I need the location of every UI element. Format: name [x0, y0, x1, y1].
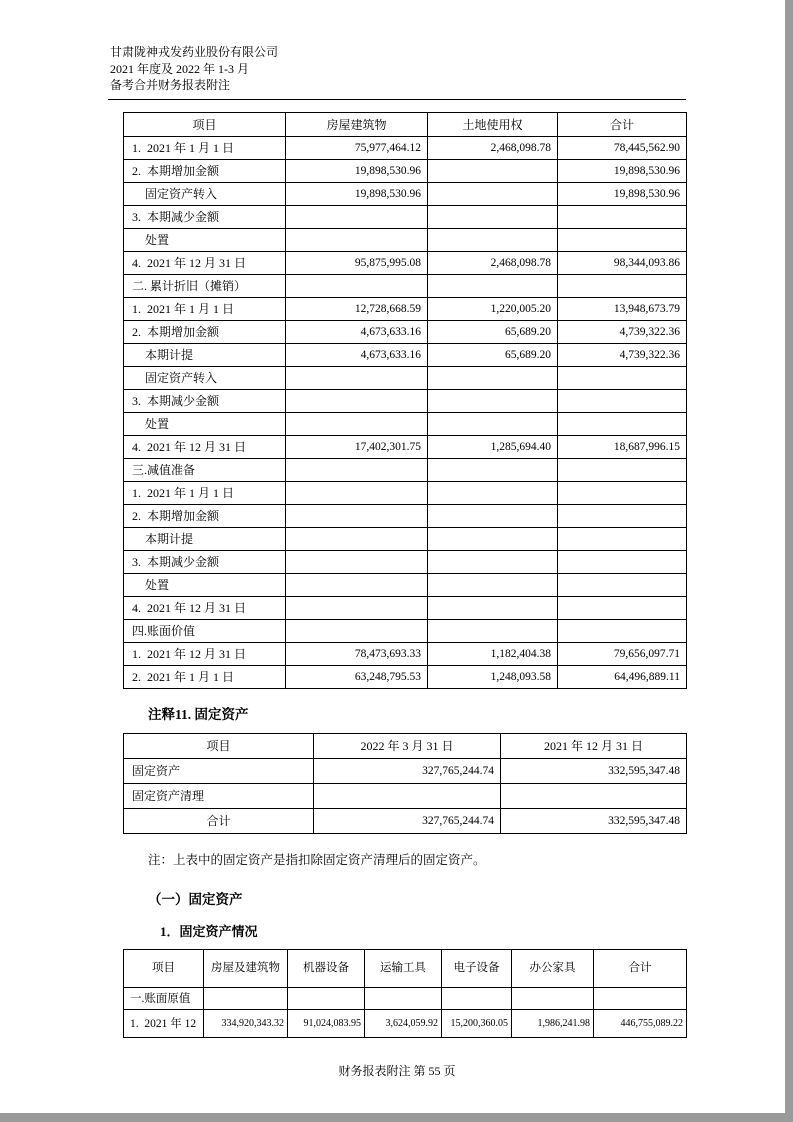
cell-value — [501, 783, 687, 808]
cell-value: 17,402,301.75 — [286, 435, 428, 458]
cell-value — [365, 987, 442, 1009]
cell-value — [286, 274, 428, 297]
cell-value: 19,898,530.96 — [558, 182, 687, 205]
cell-value — [428, 159, 558, 182]
cell-value — [428, 481, 558, 504]
cell-value — [428, 527, 558, 550]
row-label: 一.账面原值 — [124, 987, 204, 1009]
row-label: 二. 累计折旧（摊销） — [124, 274, 286, 297]
row-label: 四.账面价值 — [124, 619, 286, 642]
table-row — [124, 1009, 687, 1037]
cell-value: 64,496,889.11 — [558, 665, 687, 688]
cell-value: 12,728,668.59 — [286, 297, 428, 320]
cell-value: 98,344,093.86 — [558, 251, 687, 274]
row-label: 固定资产转入 — [124, 366, 286, 389]
cell-value: 446,755,089.22 — [594, 1009, 687, 1037]
cell-value: 2,468,098.78 — [428, 136, 558, 159]
cell-value — [428, 389, 558, 412]
cell-value: 332,595,347.48 — [501, 758, 687, 783]
cell-value — [286, 481, 428, 504]
table-header-row — [124, 733, 687, 758]
cell-value — [442, 987, 512, 1009]
table-header-row — [124, 112, 687, 136]
cell-value — [558, 619, 687, 642]
cell-value: 63,248,795.53 — [286, 665, 428, 688]
cell-value: 19,898,530.96 — [558, 159, 687, 182]
cell-value: 334,920,343.32 — [204, 1009, 288, 1037]
cell-value — [428, 596, 558, 619]
section-heading: （一）固定资产 — [148, 891, 243, 907]
column-header: 2022 年 3 月 31 日 — [314, 733, 501, 758]
cell-value — [428, 550, 558, 573]
cell-value — [428, 182, 558, 205]
table-row — [124, 136, 687, 159]
cell-value — [558, 412, 687, 435]
cell-value — [558, 274, 687, 297]
cell-value — [314, 783, 501, 808]
cell-value: 4,739,322.36 — [558, 320, 687, 343]
column-header: 电子设备 — [442, 949, 512, 987]
cell-value — [286, 228, 428, 251]
table-header-row — [124, 949, 687, 987]
cell-value — [286, 573, 428, 596]
table-row — [124, 808, 687, 833]
table-row — [124, 458, 687, 481]
table-row — [124, 987, 687, 1009]
row-label: 2. 本期增加金额 — [124, 159, 286, 182]
table-row — [124, 481, 687, 504]
cell-value: 4,673,633.16 — [286, 343, 428, 366]
row-label: 三.减值准备 — [124, 458, 286, 481]
cell-value — [558, 550, 687, 573]
cell-value: 19,898,530.96 — [286, 182, 428, 205]
cell-value — [512, 987, 594, 1009]
cell-value — [286, 389, 428, 412]
table-row — [124, 619, 687, 642]
cell-value: 332,595,347.48 — [501, 808, 687, 833]
row-label: 3. 本期减少金额 — [124, 205, 286, 228]
cell-value — [286, 619, 428, 642]
cell-value — [558, 389, 687, 412]
header-divider — [108, 99, 686, 100]
table-row — [124, 366, 687, 389]
row-label: 固定资产清理 — [124, 783, 314, 808]
table-row — [124, 596, 687, 619]
row-label: 4. 2021 年 12 月 31 日 — [124, 596, 286, 619]
cell-value — [428, 228, 558, 251]
cell-value — [558, 504, 687, 527]
cell-value: 13,948,673.79 — [558, 297, 687, 320]
row-label: 固定资产 — [124, 758, 314, 783]
column-header: 土地使用权 — [428, 112, 558, 136]
column-header: 合计 — [594, 949, 687, 987]
cell-value: 18,687,996.15 — [558, 435, 687, 458]
cell-value: 19,898,530.96 — [286, 159, 428, 182]
cell-value — [288, 987, 365, 1009]
cell-value — [558, 458, 687, 481]
cell-value: 4,673,633.16 — [286, 320, 428, 343]
cell-value: 4,739,322.36 — [558, 343, 687, 366]
cell-value — [558, 366, 687, 389]
table-row — [124, 435, 687, 458]
cell-value: 1,285,694.40 — [428, 435, 558, 458]
row-label: 2. 本期增加金额 — [124, 320, 286, 343]
table-row — [124, 274, 687, 297]
cell-value — [428, 619, 558, 642]
table-row — [124, 412, 687, 435]
column-header: 运输工具 — [365, 949, 442, 987]
cell-value: 327,765,244.74 — [314, 808, 501, 833]
column-header: 项目 — [124, 112, 286, 136]
cell-value — [428, 366, 558, 389]
cell-value: 65,689.20 — [428, 320, 558, 343]
cell-value — [558, 596, 687, 619]
cell-value — [558, 205, 687, 228]
fixed-assets-breakdown-table — [123, 949, 687, 1038]
table-row — [124, 159, 687, 182]
row-label: 4. 2021 年 12 月 31 日 — [124, 251, 286, 274]
cell-value — [558, 228, 687, 251]
row-label: 1. 2021 年 12 — [124, 1009, 204, 1037]
cell-value — [428, 412, 558, 435]
table-row — [124, 343, 687, 366]
cell-value — [286, 366, 428, 389]
row-label: 本期计提 — [124, 527, 286, 550]
cell-value: 65,689.20 — [428, 343, 558, 366]
column-header: 办公家具 — [512, 949, 594, 987]
cell-value: 327,765,244.74 — [314, 758, 501, 783]
table-footnote: 注：上表中的固定资产是指扣除固定资产清理后的固定资产。 — [148, 852, 486, 867]
row-label: 处置 — [124, 228, 286, 251]
company-name: 甘肃陇神戎发药业股份有限公司 — [110, 45, 279, 59]
cell-value — [428, 504, 558, 527]
cell-value — [286, 550, 428, 573]
row-label: 3. 本期减少金额 — [124, 389, 286, 412]
cell-value: 91,024,083.95 — [288, 1009, 365, 1037]
subsection-heading: 1．固定资产情况 — [160, 923, 258, 939]
column-header: 合计 — [558, 112, 687, 136]
table-row — [124, 573, 687, 596]
row-label: 2. 本期增加金额 — [124, 504, 286, 527]
table-row — [124, 297, 687, 320]
cell-value — [286, 412, 428, 435]
cell-value — [286, 458, 428, 481]
column-header: 项目 — [124, 733, 314, 758]
table-row — [124, 251, 687, 274]
cell-value — [558, 481, 687, 504]
table-row — [124, 504, 687, 527]
table-row — [124, 320, 687, 343]
page-footer: 财务报表附注 第 55 页 — [338, 1063, 456, 1078]
note11-heading: 注释11. 固定资产 — [148, 706, 249, 722]
fixed-asset-movement-table — [123, 112, 687, 689]
cell-value — [428, 573, 558, 596]
cell-value: 78,445,562.90 — [558, 136, 687, 159]
report-title: 备考合并财务报表附注 — [110, 78, 231, 92]
cell-value — [428, 205, 558, 228]
row-label: 本期计提 — [124, 343, 286, 366]
row-label: 4. 2021 年 12 月 31 日 — [124, 435, 286, 458]
cell-value — [286, 527, 428, 550]
cell-value — [286, 504, 428, 527]
cell-value: 2,468,098.78 — [428, 251, 558, 274]
table-row — [124, 527, 687, 550]
cell-value: 1,220,005.20 — [428, 297, 558, 320]
row-label: 处置 — [124, 412, 286, 435]
cell-value: 79,656,097.71 — [558, 642, 687, 665]
cell-value: 15,200,360.05 — [442, 1009, 512, 1037]
table-row — [124, 550, 687, 573]
row-label: 1. 2021 年 12 月 31 日 — [124, 642, 286, 665]
page-header — [108, 44, 686, 94]
table-row — [124, 205, 687, 228]
cell-value: 3,624,059.92 — [365, 1009, 442, 1037]
cell-value — [428, 458, 558, 481]
table-row — [124, 665, 687, 688]
row-label: 1. 2021 年 1 月 1 日 — [124, 136, 286, 159]
row-label: 固定资产转入 — [124, 182, 286, 205]
cell-value — [286, 205, 428, 228]
table-row — [124, 642, 687, 665]
table-row — [124, 228, 687, 251]
cell-value: 95,875,995.08 — [286, 251, 428, 274]
column-header: 房屋建筑物 — [286, 112, 428, 136]
table-row — [124, 758, 687, 783]
cell-value: 78,473,693.33 — [286, 642, 428, 665]
cell-value — [594, 987, 687, 1009]
cell-value — [204, 987, 288, 1009]
table-row — [124, 389, 687, 412]
table-row — [124, 783, 687, 808]
cell-value: 1,182,404.38 — [428, 642, 558, 665]
column-header: 机器设备 — [288, 949, 365, 987]
column-header: 房屋及建筑物 — [204, 949, 288, 987]
cell-value — [558, 527, 687, 550]
cell-value: 1,248,093.58 — [428, 665, 558, 688]
report-period: 2021 年度及 2022 年 1-3 月 — [110, 61, 249, 76]
row-label: 1. 2021 年 1 月 1 日 — [124, 297, 286, 320]
row-label: 合计 — [124, 808, 314, 833]
row-label: 2. 2021 年 1 月 1 日 — [124, 665, 286, 688]
cell-value: 75,977,464.12 — [286, 136, 428, 159]
row-label: 3. 本期减少金额 — [124, 550, 286, 573]
fixed-assets-summary-table — [123, 733, 687, 834]
cell-value — [428, 274, 558, 297]
cell-value — [286, 596, 428, 619]
cell-value — [558, 573, 687, 596]
table-row — [124, 182, 687, 205]
row-label: 1. 2021 年 1 月 1 日 — [124, 481, 286, 504]
cell-value: 1,986,241.98 — [512, 1009, 594, 1037]
column-header: 2021 年 12 月 31 日 — [501, 733, 687, 758]
column-header: 项目 — [124, 949, 204, 987]
row-label: 处置 — [124, 573, 286, 596]
